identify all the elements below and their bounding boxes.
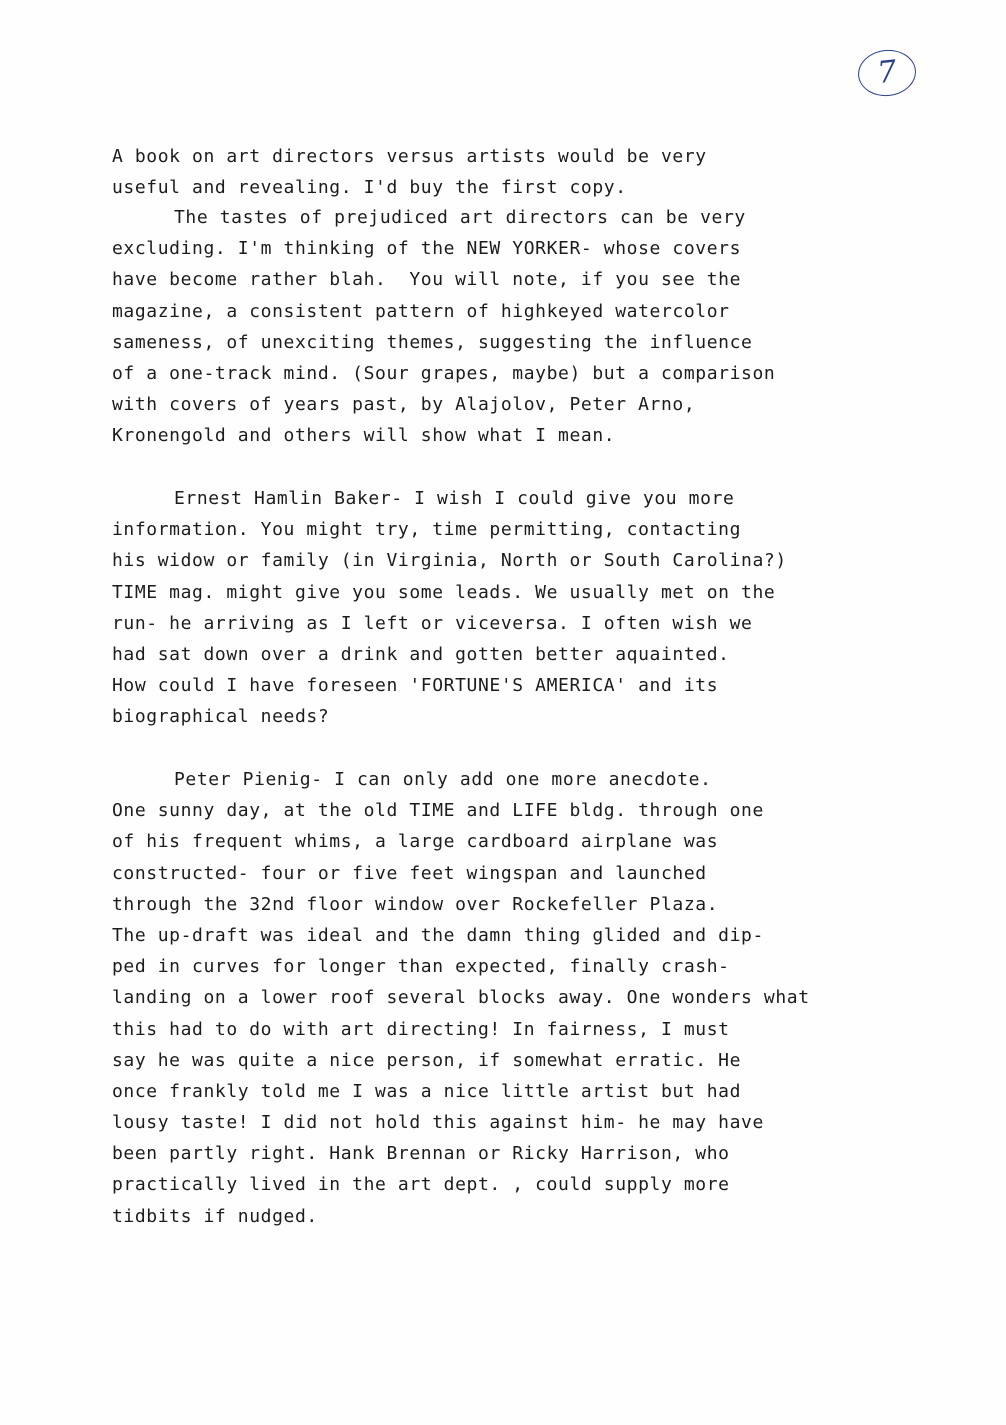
text-line: landing on a lower roof several blocks away. One wonders what	[112, 987, 810, 1009]
text-line: once frankly told me I was a nice little artist but had	[112, 1080, 742, 1102]
text-line: with covers of years past, by Alajolov, Peter Arno,	[112, 394, 696, 416]
text-line: magazine, a consistent pattern of highkeyed watercolor	[112, 300, 730, 322]
text-line: lousy taste! I did not hold this against him- he may have	[112, 1112, 764, 1134]
text-line: of his frequent whims, a large cardboard airplane was	[112, 831, 719, 853]
text-line: A book on art directors versus artists would be very	[112, 146, 707, 167]
text-line: sameness, of unexciting themes, suggesting the influence	[112, 331, 753, 353]
text-line: The up-draft was ideal and the damn thing glided and dip-	[112, 924, 764, 946]
text-line: useful and revealing. I'd buy the first copy.	[112, 177, 627, 199]
text-line: Ernest Hamlin Baker- I wish I could give you more	[174, 488, 735, 509]
text-line: had sat down over a drink and gotten better aquainted.	[112, 643, 730, 665]
text-line: have become rather blah. You will note, if you see the	[112, 269, 742, 291]
text-line: Kronengold and others will show what I mean.	[112, 425, 616, 447]
paragraph-new-yorker-covers	[112, 202, 872, 452]
text-line: been partly right. Hank Brennan or Ricky Harrison, who	[112, 1143, 730, 1165]
text-line: say he was quite a nice person, if somewhat erratic. He	[112, 1049, 742, 1071]
text-line: his widow or family (in Virginia, North or South Carolina?)	[112, 550, 787, 572]
text-line: through the 32nd floor window over Rockefeller Plaza.	[112, 893, 719, 915]
text-line: excluding. I'm thinking of the NEW YORKER- whose covers	[112, 238, 742, 260]
circled-page-number: 7	[856, 47, 918, 99]
text-line: run- he arriving as I left or viceversa. I often wish we	[112, 612, 753, 634]
text-line: ped in curves for longer than expected, finally crash-	[112, 956, 730, 978]
text-line: constructed- four or five feet wingspan and launched	[112, 862, 707, 884]
text-line: this had to do with art directing! In fairness, I must	[112, 1018, 730, 1040]
text-line: Peter Pienig- I can only add one more anecdote.	[174, 769, 712, 790]
text-line: tidbits if nudged.	[112, 1205, 318, 1227]
text-line: practically lived in the art dept. , could supply more	[112, 1174, 730, 1196]
text-line: One sunny day, at the old TIME and LIFE bldg. through one	[112, 800, 764, 822]
text-line: The tastes of prejudiced art directors can be very	[174, 207, 746, 228]
text-line: TIME mag. might give you some leads. We usually met on the	[112, 581, 776, 603]
paragraph-peter-pienig	[112, 764, 872, 1232]
text-line: biographical needs?	[112, 706, 330, 728]
text-line: of a one-track mind. (Sour grapes, maybe) but a comparison	[112, 362, 776, 384]
paragraph-art-directors-book	[112, 141, 872, 203]
paragraph-ernest-hamlin-baker	[112, 483, 872, 733]
text-line: information. You might try, time permitting, contacting	[112, 519, 742, 541]
text-line: How could I have foreseen 'FORTUNE'S AMERICA' and its	[112, 675, 719, 697]
